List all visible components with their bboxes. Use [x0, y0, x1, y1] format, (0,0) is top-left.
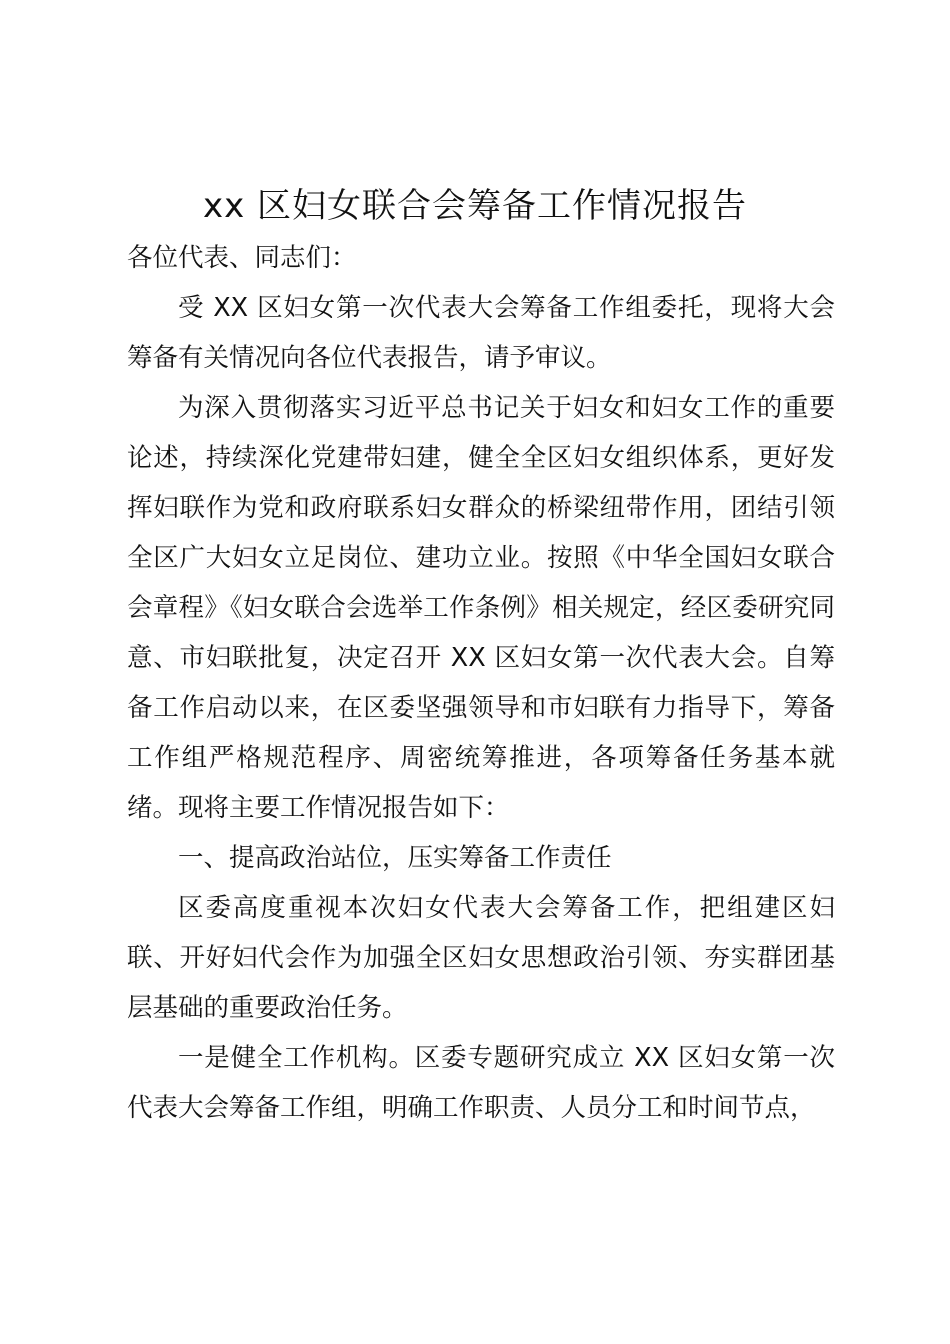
paragraph-background: 为深入贯彻落实习近平总书记关于妇女和妇女工作的重要论述，持续深化党建带妇建，健全全区妇女组织体系，更好发挥妇联作为党和政府联系妇女群众的桥梁纽带作用，团结引领全区广大妇女立足岗位、建功立业。按照《中华全国妇女联合会章程》《妇女联合会选举工作条例》相关规定，经区委研究同意、市妇联批复，决定召开 XX 区妇女第一次代表大会。自筹备工作启动以来，在区委坚强领导和市妇联有力指导下，筹备工作组严格规范程序、周密统筹推进，各项筹备任务基本就绪。现将主要工作情况报告如下：: [127, 393, 835, 823]
document-body: [127, 233, 835, 1133]
salutation: 各位代表、同志们：: [127, 243, 357, 273]
document-title: xx 区妇女联合会筹备工作情况报告: [202, 186, 748, 226]
paragraph-intro: 受 XX 区妇女第一次代表大会筹备工作组委托，现将大会筹备有关情况向各位代表报告，请予审议。: [127, 293, 835, 373]
paragraph-point-1: 一是健全工作机构。区委专题研究成立 XX 区妇女第一次代表大会筹备工作组，明确工作职责、人员分工和时间节点，: [127, 1043, 835, 1123]
section-heading-1: 一、提高政治站位，压实筹备工作责任: [178, 843, 612, 873]
paragraph-section-1: 区委高度重视本次妇女代表大会筹备工作，把组建区妇联、开好妇代会作为加强全区妇女思想政治引领、夯实群团基层基础的重要政治任务。: [127, 893, 835, 1023]
